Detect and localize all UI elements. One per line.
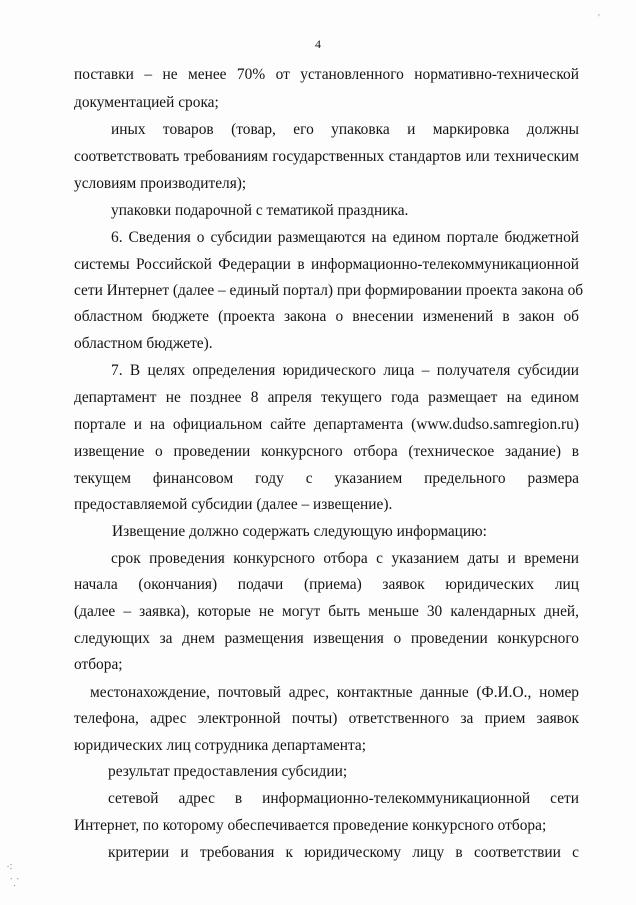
text-line: департамент не позднее 8 апреля текущего года размещает на едином bbox=[74, 389, 579, 406]
text-line: текущем финансовом году с указанием предельного размера bbox=[74, 470, 579, 487]
text-line: юридических лиц сотрудника департамента; bbox=[74, 737, 367, 754]
text-line: 7. В целях определения юридического лица – получателя субсидии bbox=[111, 362, 579, 379]
text-line: начала (окончания) подачи (приема) заявок юридических лиц bbox=[74, 576, 579, 593]
text-line: срок проведения конкурсного отбора с указанием даты и времени bbox=[111, 550, 579, 567]
text-line: Извещение должно содержать следующую информацию: bbox=[112, 523, 487, 540]
scan-speck: ⸪ bbox=[10, 877, 20, 889]
text-line: областном бюджете (проекта закона о внесении изменений в закон об bbox=[74, 308, 579, 325]
text-line: условиям производителя); bbox=[74, 175, 247, 192]
text-line: соответствовать требованиям государственных стандартов или техническим bbox=[74, 148, 579, 165]
text-line: документацией срока; bbox=[74, 94, 219, 111]
text-line: (далее – заявка), которые не могут быть меньше 30 календарных дней, bbox=[74, 603, 579, 620]
text-line: упаковки подарочной с тематикой праздника. bbox=[111, 202, 409, 219]
text-line: следующих за днем размещения извещения о проведении конкурсного bbox=[74, 630, 579, 647]
text-line: сети Интернет (далее – единый портал) при формировании проекта закона об bbox=[74, 282, 584, 299]
text-line: критерии и требования к юридическому лицу в соответствии с bbox=[108, 844, 579, 861]
scan-speck: ⁖ bbox=[6, 860, 14, 874]
text-line: отбора; bbox=[74, 656, 123, 673]
text-line: телефона, адрес электронной почты) ответственного за прием заявок bbox=[74, 710, 579, 727]
scan-speck: ' bbox=[598, 13, 600, 24]
text-line: Интернет, по которому обеспечивается проведение конкурсного отбора; bbox=[74, 817, 547, 834]
text-line: сетевой адрес в информационно-телекоммуникационной сети bbox=[108, 790, 579, 807]
text-line: портале и на официальном сайте департамента (www.dudso.samregion.ru) bbox=[74, 416, 579, 433]
text-line: предоставляемой субсидии (далее – извещение). bbox=[74, 496, 393, 513]
page-number: 4 bbox=[315, 37, 321, 51]
text-line: 6. Сведения о субсидии размещаются на едином портале бюджетной bbox=[111, 229, 579, 246]
text-line: извещение о проведении конкурсного отбора (техническое задание) в bbox=[74, 443, 579, 460]
text-line: результат предоставления субсидии; bbox=[108, 763, 348, 780]
text-line: местонахождение, почтовый адрес, контактные данные (Ф.И.О., номер bbox=[90, 684, 579, 701]
text-line: поставки – не менее 70% от установленного нормативно-технической bbox=[74, 66, 579, 83]
text-line: системы Российской Федерации в информационно-телекоммуникационной bbox=[74, 256, 579, 273]
text-line: иных товаров (товар, его упаковка и маркировка должны bbox=[111, 121, 579, 138]
text-line: областном бюджете). bbox=[74, 335, 213, 352]
